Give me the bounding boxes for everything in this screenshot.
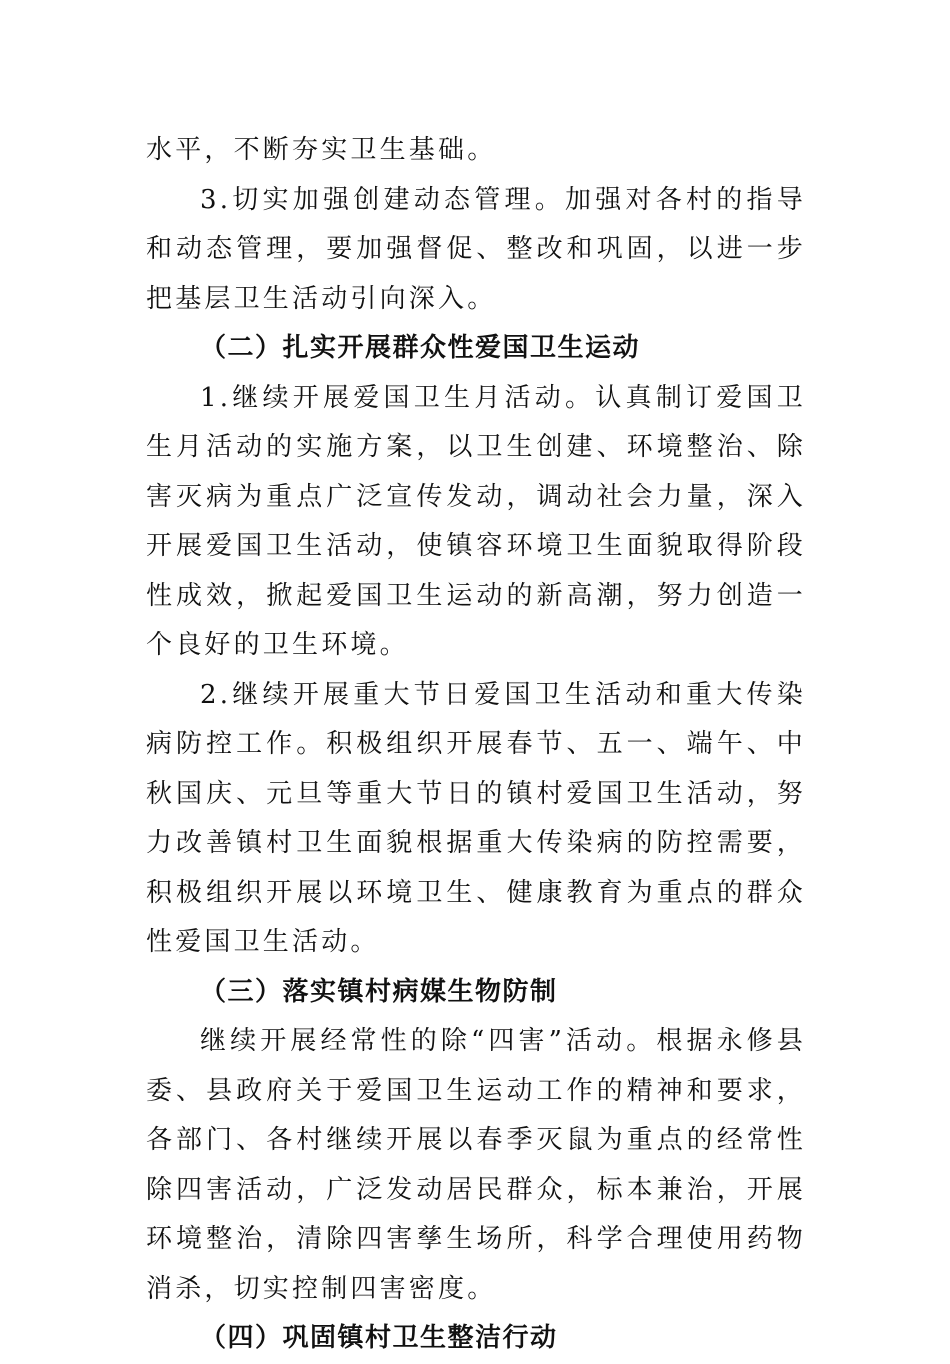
paragraph-continuation: 水平，不断夯实卫生基础。 [146, 135, 497, 165]
section-heading-2: （二）扎实开展群众性爱国卫生运动 [200, 333, 641, 363]
section-heading-3: （三）落实镇村病媒生物防制 [200, 976, 558, 1007]
paragraph-item-2: 2.继续开展重大节日爱国卫生活动和重大传染病防控工作。积极组织开展春节、五一、端午、中秋国庆、元旦等重大节日的镇村爱国卫生活动，努力改善镇村卫生面貌根据重大传染病的防控需要，积极组织开展以环境卫生、健康教育为重点的群众性爱国卫生活动。 [146, 679, 806, 957]
paragraph-item-1: 1.继续开展爱国卫生月活动。认真制订爱国卫生月活动的实施方案，以卫生创建、环境整治、除害灭病为重点广泛宣传发动，调动社会力量，深入开展爱国卫生活动，使镇容环境卫生面貌取得阶段性成效，掀起爱国卫生运动的新高潮，努力创造一个良好的卫生环境。 [146, 382, 806, 660]
paragraph-item-3: 3.切实加强创建动态管理。加强对各村的指导和动态管理，要加强督促、整改和巩固，以进一步把基层卫生活动引向深入。 [146, 184, 806, 314]
section-heading-4: （四）巩固镇村卫生整洁行动 [200, 1323, 558, 1353]
document-body [146, 126, 806, 1364]
paragraph-pest-control: 继续开展经常性的除“四害”活动。根据永修县委、县政府关于爱国卫生运动工作的精神和要求，各部门、各村继续开展以春季灭鼠为重点的经常性除四害活动，广泛发动居民群众，标本兼治，开展环境整治，清除四害孳生场所，科学合理使用药物消杀，切实控制四害密度。 [146, 1026, 806, 1304]
